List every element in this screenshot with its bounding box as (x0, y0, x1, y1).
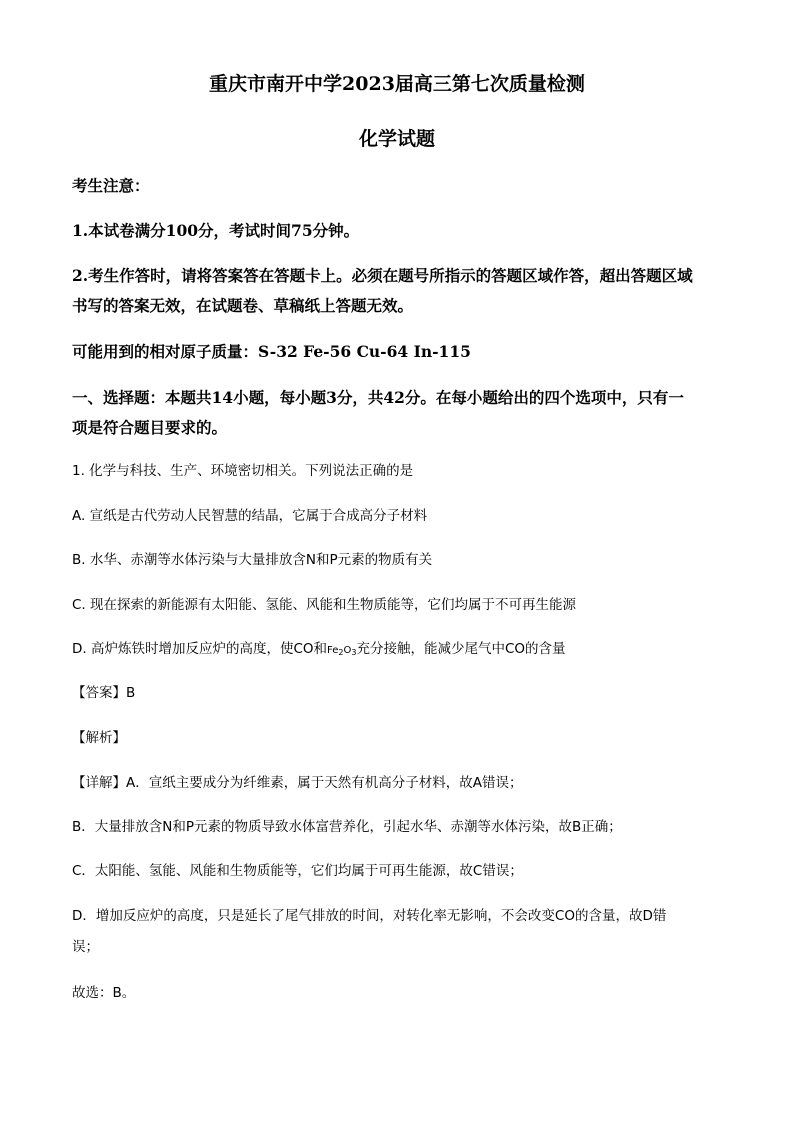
page-subtitle: 化学试题 (358, 128, 435, 150)
detail-d-line-2: 误； (72, 939, 99, 955)
notice-heading: 考生注意： (72, 176, 150, 195)
question-1-option-c: C. 现在探索的新能源有太阳能、氢能、风能和生物质能等，它们均属于不可再生能源 (72, 597, 577, 613)
question-1-option-a: A. 宣纸是古代劳动人民智慧的结晶，它属于合成高分子材料 (72, 508, 428, 524)
detail-b: B．大量排放含N和P元素的物质导致水体富营养化，引起水华、赤潮等水体污染，故B正确； (72, 819, 622, 835)
question-1-stem: 1. 化学与科技、生产、环境密切相关。下列说法正确的是 (72, 463, 414, 479)
notice-item-2-line-1: 2.考生作答时，请将答案答在答题卡上。必须在题号所指示的答题区域作答，超出答题区域 (72, 266, 693, 285)
conclusion: 故选：B。 (72, 985, 136, 1001)
option-d-text-end: 充分接触，能减少尾气中CO的含量 (356, 641, 566, 657)
section-heading-line-1: 一、选择题：本题共14小题，每小题3分，共42分。在每小题给出的四个选项中，只有一 (72, 388, 684, 407)
option-d-text-start: D. 高炉炼铁时增加反应炉的高度，使CO和 (72, 641, 328, 657)
notice-item-1: 1.本试卷满分100分，考试时间75分钟。 (72, 221, 360, 240)
notice-item-2-line-2: 书写的答案无效，在试题卷、草稿纸上答题无效。 (72, 296, 414, 315)
question-1-option-b: B. 水华、赤潮等水体污染与大量排放含N和P元素的物质有关 (72, 552, 433, 568)
detail-c: C．太阳能、氢能、风能和生物质能等，它们均属于可再生能源，故C错误； (72, 863, 523, 879)
detail-a: 【详解】A．宣纸主要成分为纤维素，属于天然有机高分子材料，故A错误； (72, 775, 523, 791)
section-heading-line-2: 项是符合题目要求的。 (72, 418, 228, 437)
detail-d-line-1: D．增加反应炉的高度，只是延长了尾气排放的时间，对转化率无影响，不会改变CO的含量，故D错 (72, 908, 667, 924)
page-title: 重庆市南开中学2023届高三第七次质量检测 (209, 73, 585, 95)
atomic-mass-line: 可能用到的相对原子质量：S-32 Fe-56 Cu-64 In-115 (72, 342, 471, 361)
fe2o3-formula: $Fe_2O_3$ (327, 645, 357, 657)
question-1-option-d (72, 640, 566, 662)
answer-label: 【答案】B (72, 685, 136, 701)
analysis-label: 【解析】 (72, 730, 126, 746)
